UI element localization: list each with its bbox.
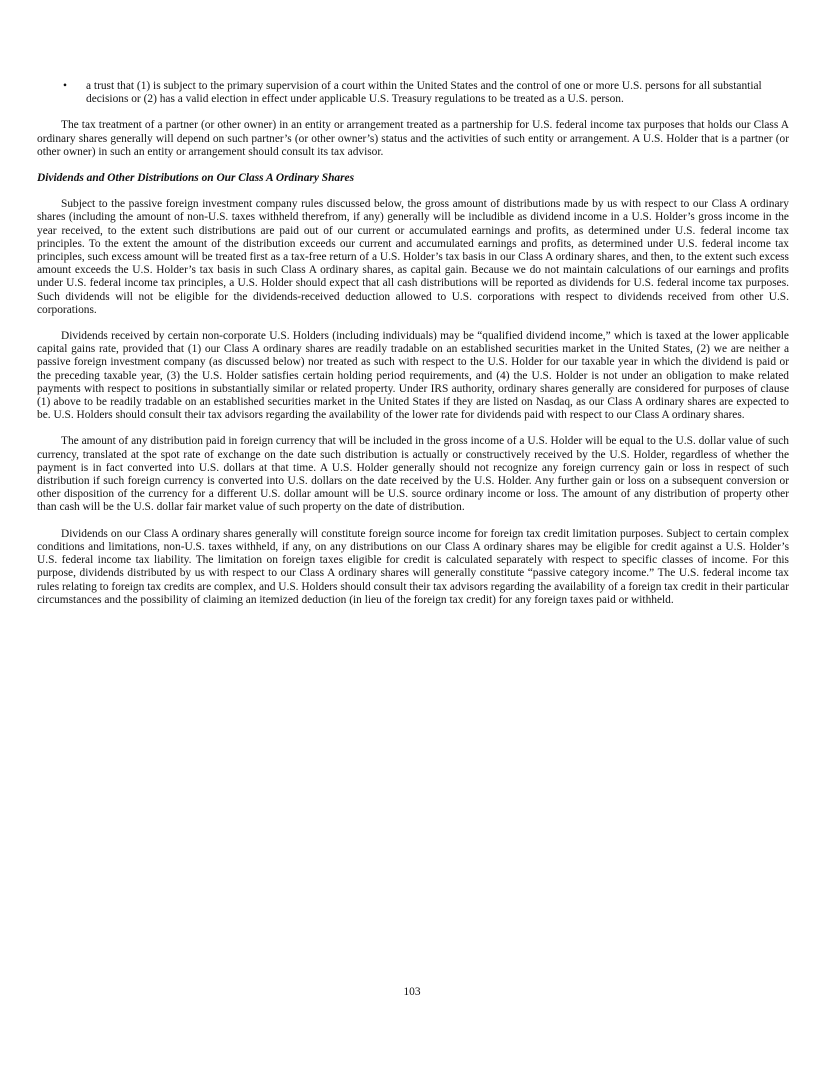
bullet-item [63, 80, 789, 106]
paragraph-foreign-tax-credit: Dividends on our Class A ordinary shares generally will constitute foreign source income for foreign tax credit limitation purposes. Subject to certain complex conditions and limitations, non-U.S. taxes withheld, if any, on any distributions on our Class A ordinary shares may be eligible for credit against a U.S. Holder’s U.S. federal income tax liability. The limitation on foreign taxes eligible for credit is calculated separately with respect to specific classes of income. For this purpose, dividends distributed by us with respect to our Class A ordinary shares will generally constitute “passive category income.” The U.S. federal income tax rules relating to foreign tax credits are complex, and U.S. Holders should consult their tax advisors regarding the availability of a foreign tax credit in their particular circumstances and the possibility of claiming an itemized deduction (in lieu of the foreign tax credit) for any foreign taxes paid or withheld. [37, 527, 789, 606]
page-number: 103 [403, 986, 421, 998]
paragraph-qualified-dividends: Dividends received by certain non-corporate U.S. Holders (including individuals) may be “qualified dividend income,” which is taxed at the lower applicable capital gains rate, provided that (1) our Class A ordinary shares are readily tradable on an established securities market in the United States, (2) we are neither a passive foreign investment company (as discussed below) nor treated as such with respect to the U.S. Holder for our taxable year in which the dividend is paid or the preceding taxable year, (3) the U.S. Holder satisfies certain holding period requirements, and (4) the U.S. Holder is not under an obligation to make related payments with respect to positions in substantially similar or related property. Under IRS authority, ordinary shares generally are considered for purposes of clause (1) above to be readily tradable on an established securities market in the United States if they are listed on Nasdaq, as our Class A ordinary shares are expected to be. U.S. Holders should consult their tax advisors regarding the availability of the lower rate for dividends paid with respect to our Class A ordinary shares. [37, 330, 789, 422]
bullet-text: a trust that (1) is subject to the primary supervision of a court within the United States and the control of one or more U.S. persons for all substantial decisions or (2) has a valid election in effect under applicable U.S. Treasury regulations to be treated as a U.S. person. [86, 80, 762, 106]
paragraph-partnership: The tax treatment of a partner (or other owner) in an entity or arrangement treated as a partnership for U.S. federal income tax purposes that holds our Class A ordinary shares generally will depend on such partner’s (or other owner’s) status and the activities of such entity or arrangement. A U.S. Holder that is a partner (or other owner) in such an entity or arrangement should consult its tax advisor. [37, 119, 789, 158]
section-heading: Dividends and Other Distributions on Our Class A Ordinary Shares [37, 172, 355, 185]
bullet-marker: • [63, 80, 67, 92]
paragraph-foreign-currency: The amount of any distribution paid in foreign currency that will be included in the gross income of a U.S. Holder will be equal to the U.S. dollar value of such currency, translated at the spot rate of exchange on the date such distribution is actually or constructively received by the U.S. Holder, regardless of whether the payment is in fact converted into U.S. dollars at that time. A U.S. Holder generally should not recognize any foreign currency gain or loss in respect of such distribution if such foreign currency is converted into U.S. dollars on the date received by the U.S. Holder. Any further gain or loss on a subsequent conversion or other disposition of the currency for a different U.S. dollar amount will be U.S. source ordinary income or loss. The amount of any distribution of property other than cash will be the U.S. dollar fair market value of such property on the date of distribution. [37, 435, 789, 514]
document-page [37, 80, 789, 607]
paragraph-distributions: Subject to the passive foreign investment company rules discussed below, the gross amount of distributions made by us with respect to our Class A ordinary shares (including the amount of non-U.S. taxes withheld therefrom, if any) generally will be includible as dividend income in a U.S. Holder’s gross income in the year received, to the extent such distributions are paid out of our current or accumulated earnings and profits, as determined under U.S. federal income tax principles. To the extent the amount of the distribution exceeds our current and accumulated earnings and profits, as determined under U.S. federal income tax principles, such excess amount will be treated first as a tax-free return of a U.S. Holder’s tax basis in our Class A ordinary shares, and then, to the extent such excess amount exceeds the U.S. Holder’s tax basis in such Class A ordinary shares, as capital gain. Because we do not maintain calculations of our earnings and profits under U.S. federal income tax principles, a U.S. Holder should expect that all cash distributions will be reported as dividends for U.S. federal income tax purposes. Such dividends will not be eligible for the dividends-received deduction allowed to U.S. corporations with respect to dividends received from other U.S. corporations. [37, 198, 789, 316]
